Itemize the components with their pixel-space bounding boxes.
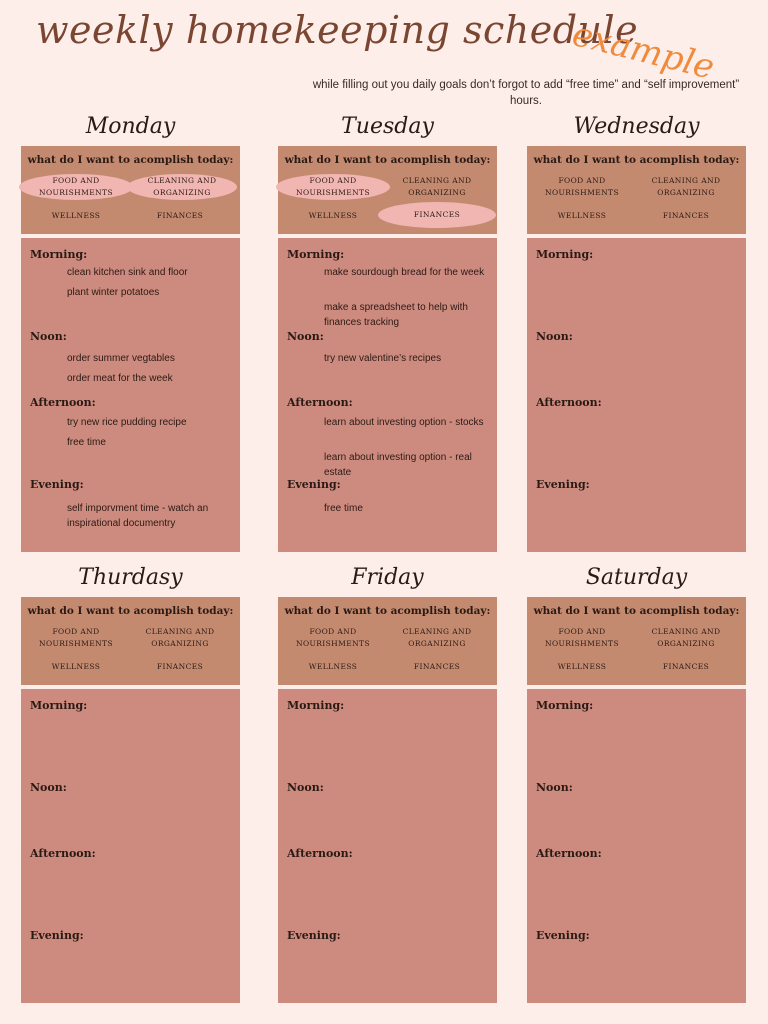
goal-chip-cleaning[interactable]: CLEANING AND ORGANIZING xyxy=(651,176,721,197)
slot-label-afternoon: Afternoon: xyxy=(536,396,602,409)
goal-chip-wellness[interactable]: WELLNESS xyxy=(51,662,101,671)
goal-chip-food[interactable]: FOOD AND NOURISHMENTS xyxy=(545,627,619,648)
goal-chip-finances[interactable]: FINANCES xyxy=(156,662,204,671)
goal-chip-wellness[interactable]: WELLNESS xyxy=(51,211,101,220)
slot-label-noon: Noon: xyxy=(30,781,67,794)
slot-label-afternoon: Afternoon: xyxy=(30,396,96,409)
task-item[interactable]: self imporvment time - watch an inspirational documentry xyxy=(67,503,209,529)
slot-label-noon: Noon: xyxy=(287,330,324,343)
task-item[interactable]: learn about investing option - real estate xyxy=(324,452,472,478)
goals-question: what do I want to acomplish today: xyxy=(284,605,491,617)
goals-panel xyxy=(21,597,240,685)
goal-chip-finances[interactable]: FINANCES xyxy=(378,202,496,228)
day-name: Thurdasy xyxy=(78,565,183,590)
task-item[interactable]: plant winter potatoes xyxy=(67,287,160,298)
slot-label-evening: Evening: xyxy=(536,478,590,491)
slot-label-noon: Noon: xyxy=(30,330,67,343)
goal-chip-finances[interactable]: FINANCES xyxy=(156,211,204,220)
instruction-note: while filling out you daily goals don’t forgot to add “free time” and “self improvement” hours. xyxy=(312,79,740,107)
slot-label-noon: Noon: xyxy=(287,781,324,794)
day-plan-panel xyxy=(21,689,240,1003)
slot-label-morning: Morning: xyxy=(287,248,345,261)
task-item[interactable]: try new rice pudding recipe xyxy=(67,417,187,428)
day-plan-panel xyxy=(527,238,746,552)
day-name: Wednesday xyxy=(573,114,700,139)
goal-chip-cleaning[interactable]: CLEANING AND ORGANIZING xyxy=(145,627,215,648)
slot-label-noon: Noon: xyxy=(536,781,573,794)
goals-panel xyxy=(527,597,746,685)
goals-question: what do I want to acomplish today: xyxy=(27,605,234,617)
slot-label-evening: Evening: xyxy=(30,478,84,491)
slot-label-afternoon: Afternoon: xyxy=(287,396,353,409)
goal-chip-cleaning[interactable]: CLEANING AND ORGANIZING xyxy=(127,174,237,200)
goal-chip-cleaning[interactable]: CLEANING AND ORGANIZING xyxy=(402,176,472,197)
goals-panel xyxy=(278,146,497,234)
slot-label-morning: Morning: xyxy=(30,699,88,712)
task-item[interactable]: make a spreadsheet to help with finances tracking xyxy=(324,302,468,328)
goal-chip-food[interactable]: FOOD AND NOURISHMENTS xyxy=(296,627,370,648)
slot-label-morning: Morning: xyxy=(287,699,345,712)
goal-chip-finances[interactable]: FINANCES xyxy=(413,662,461,671)
goal-chip-wellness[interactable]: WELLNESS xyxy=(308,211,358,220)
goals-panel xyxy=(278,597,497,685)
goals-panel xyxy=(527,146,746,234)
day-plan-panel xyxy=(21,238,240,552)
goals-question: what do I want to acomplish today: xyxy=(533,605,740,617)
slot-label-afternoon: Afternoon: xyxy=(536,847,602,860)
slot-label-noon: Noon: xyxy=(536,330,573,343)
day-plan-panel xyxy=(278,689,497,1003)
day-name: Monday xyxy=(85,114,176,139)
task-item[interactable]: make sourdough bread for the week xyxy=(324,267,485,278)
goals-question: what do I want to acomplish today: xyxy=(27,154,234,166)
day-plan-panel xyxy=(278,238,497,552)
slot-label-evening: Evening: xyxy=(536,929,590,942)
task-item[interactable]: learn about investing option - stocks xyxy=(324,417,484,428)
goal-chip-finances[interactable]: FINANCES xyxy=(662,662,710,671)
goals-panel xyxy=(21,146,240,234)
task-item[interactable]: try new valentine’s recipes xyxy=(324,353,442,364)
goal-chip-food[interactable]: FOOD AND NOURISHMENTS xyxy=(19,174,133,200)
task-item[interactable]: order meat for the week xyxy=(67,373,173,384)
goal-chip-finances[interactable]: FINANCES xyxy=(662,211,710,220)
day-plan-panel xyxy=(527,689,746,1003)
slot-label-afternoon: Afternoon: xyxy=(30,847,96,860)
example-stamp: example xyxy=(568,14,719,88)
slot-label-evening: Evening: xyxy=(287,478,341,491)
day-name: Friday xyxy=(351,565,424,590)
goal-chip-cleaning[interactable]: CLEANING AND ORGANIZING xyxy=(402,627,472,648)
goal-chip-cleaning[interactable]: CLEANING AND ORGANIZING xyxy=(651,627,721,648)
task-item[interactable]: free time xyxy=(67,437,106,448)
day-name: Tuesday xyxy=(341,114,434,139)
slot-label-morning: Morning: xyxy=(536,248,594,261)
task-item[interactable]: clean kitchen sink and floor xyxy=(67,267,188,278)
task-item[interactable]: order summer vegtables xyxy=(67,353,175,364)
goal-chip-food[interactable]: FOOD AND NOURISHMENTS xyxy=(545,176,619,197)
goal-chip-wellness[interactable]: WELLNESS xyxy=(557,211,607,220)
goal-chip-food[interactable]: FOOD AND NOURISHMENTS xyxy=(39,627,113,648)
slot-label-evening: Evening: xyxy=(30,929,84,942)
day-name: Saturday xyxy=(585,565,688,590)
slot-label-morning: Morning: xyxy=(30,248,88,261)
slot-label-evening: Evening: xyxy=(287,929,341,942)
goal-chip-food[interactable]: FOOD AND NOURISHMENTS xyxy=(276,174,390,200)
task-item[interactable]: free time xyxy=(324,503,363,514)
page-title: weekly homekeeping schedule xyxy=(36,8,639,52)
goals-question: what do I want to acomplish today: xyxy=(533,154,740,166)
goals-question: what do I want to acomplish today: xyxy=(284,154,491,166)
slot-label-afternoon: Afternoon: xyxy=(287,847,353,860)
slot-label-morning: Morning: xyxy=(536,699,594,712)
goal-chip-wellness[interactable]: WELLNESS xyxy=(308,662,358,671)
goal-chip-wellness[interactable]: WELLNESS xyxy=(557,662,607,671)
